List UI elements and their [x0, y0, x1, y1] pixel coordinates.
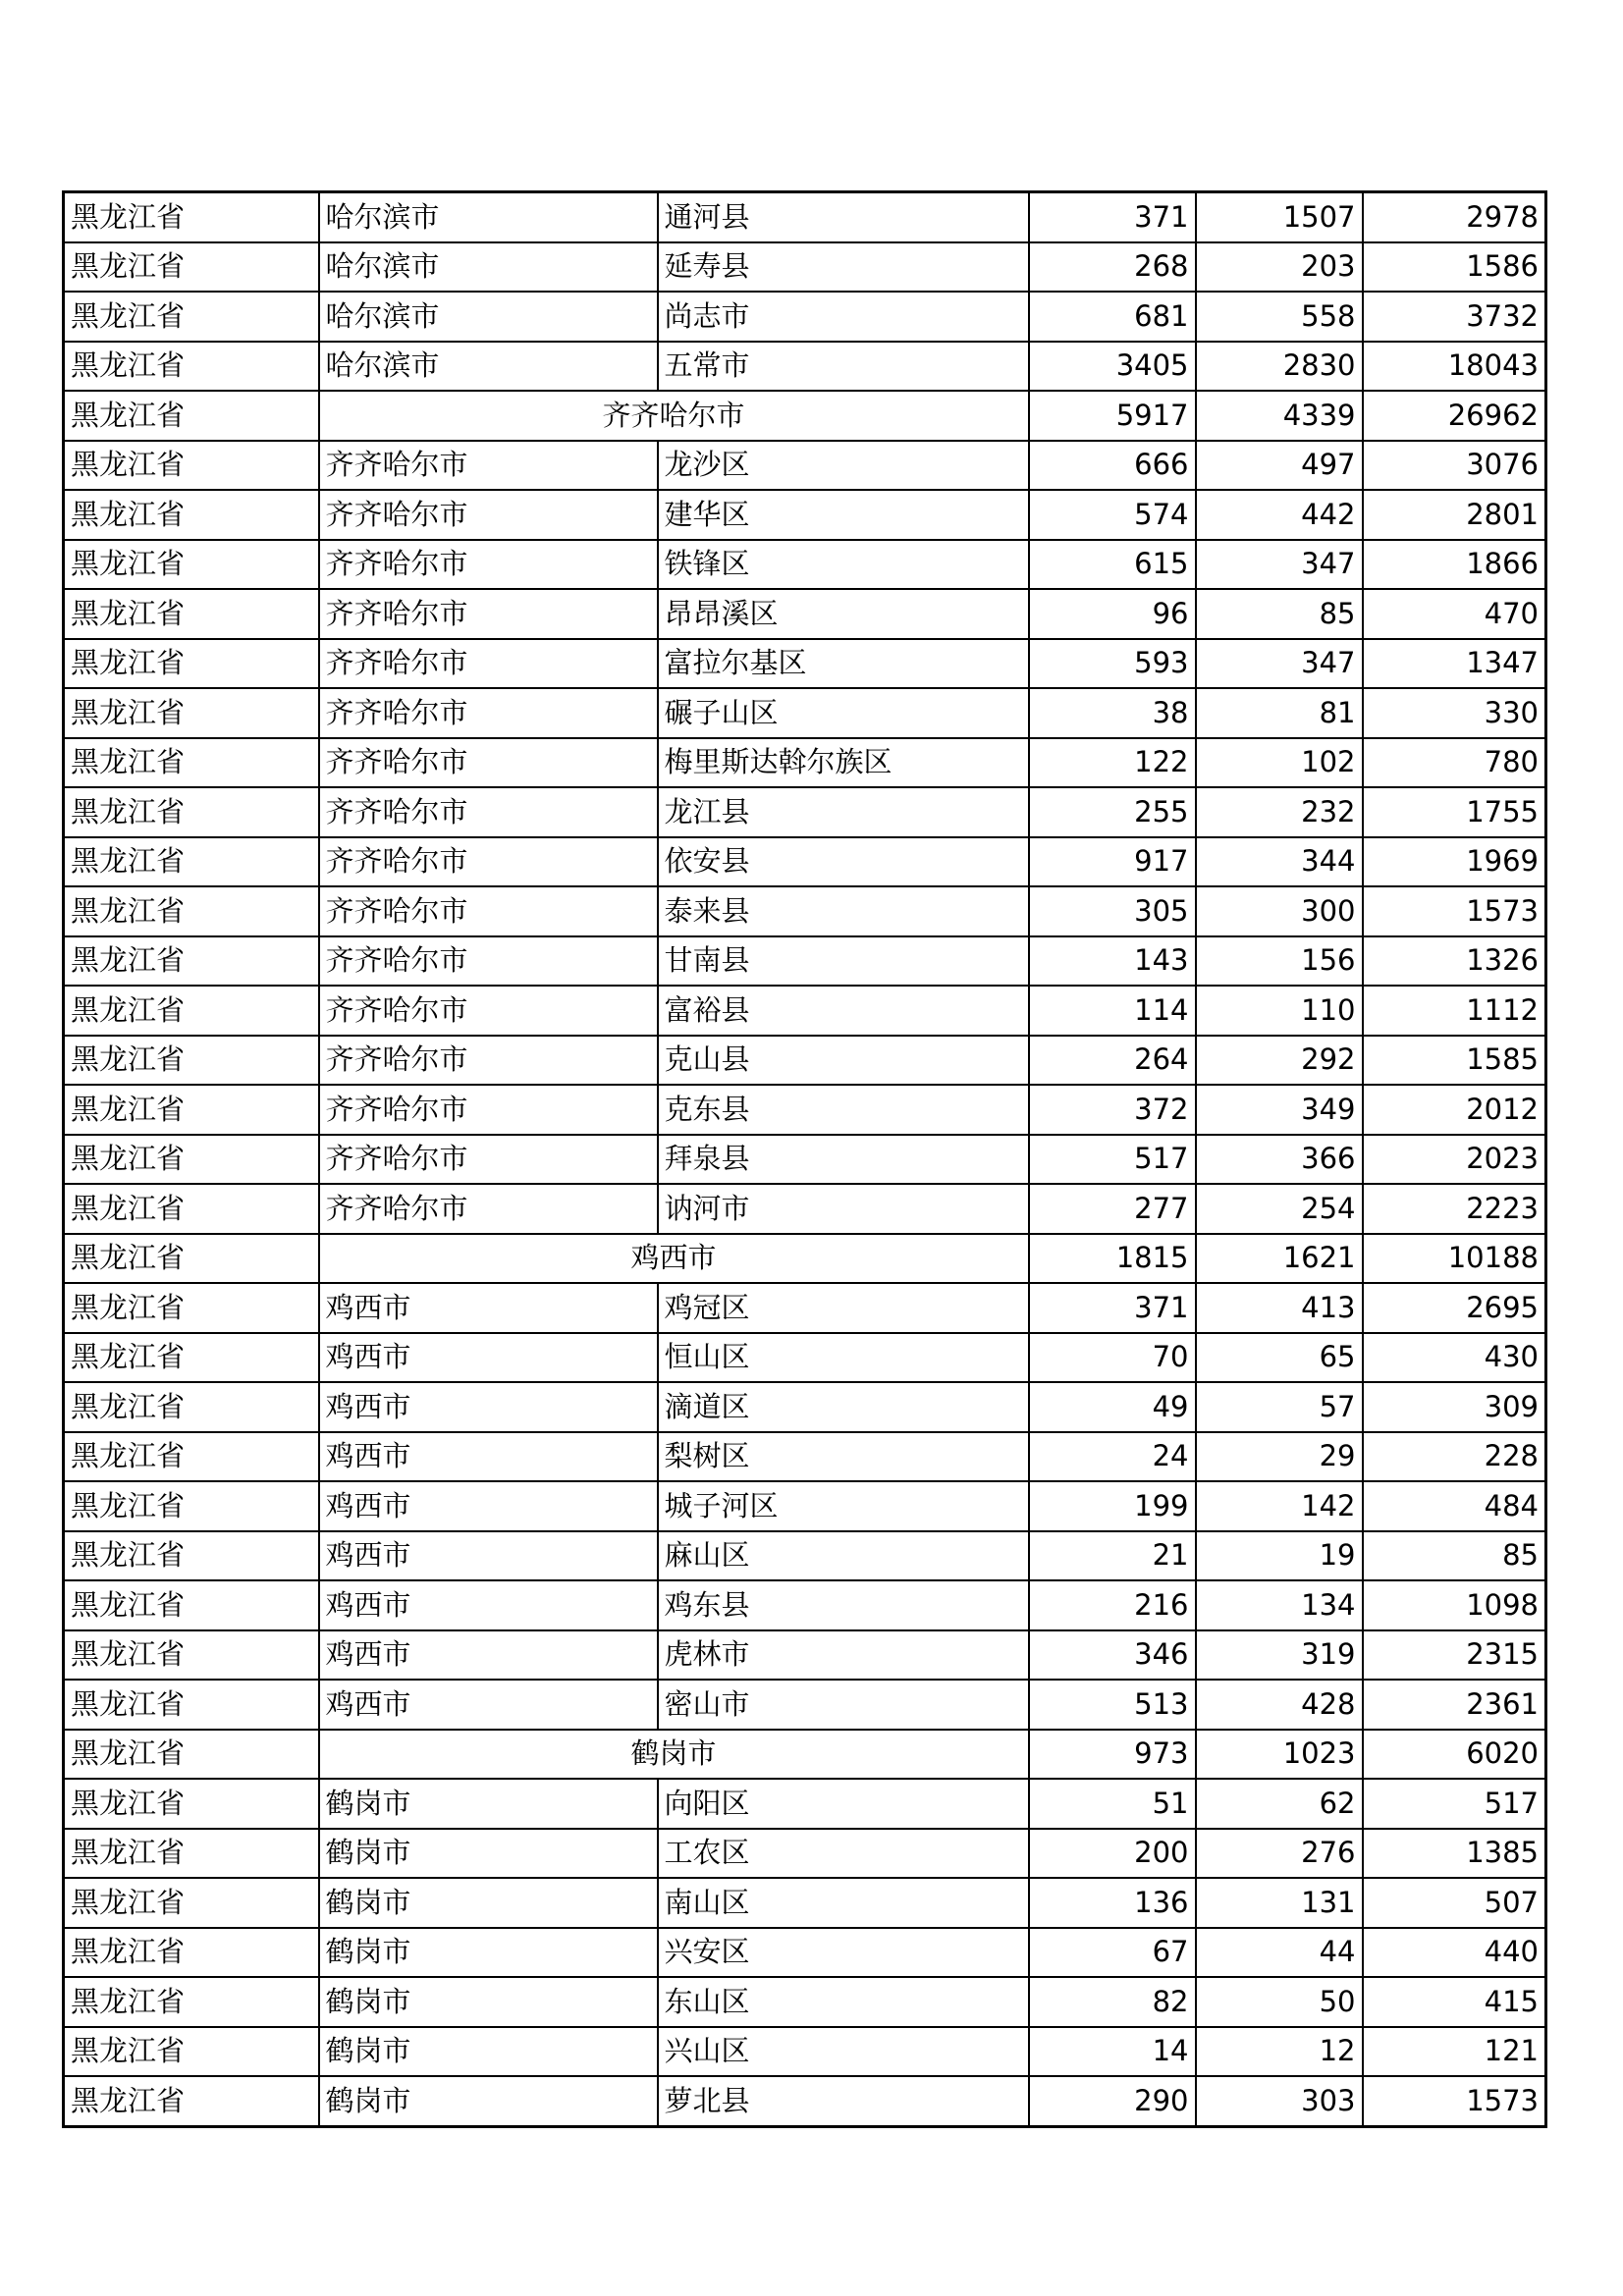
province-cell: 黑龙江省 [64, 1680, 319, 1730]
value-1-cell: 82 [1029, 1977, 1196, 2027]
city-cell: 齐齐哈尔市 [319, 1036, 658, 1086]
value-1-cell: 255 [1029, 787, 1196, 837]
province-cell: 黑龙江省 [64, 2076, 319, 2126]
province-cell: 黑龙江省 [64, 1630, 319, 1681]
province-cell: 黑龙江省 [64, 192, 319, 242]
city-cell: 鸡西市 [319, 1630, 658, 1681]
value-3-cell: 121 [1363, 2027, 1546, 2077]
city-cell: 鸡西市 [319, 1333, 658, 1383]
city-cell: 齐齐哈尔市 [319, 1135, 658, 1185]
table-row [64, 1630, 1546, 1681]
county-cell: 南山区 [658, 1878, 1029, 1928]
value-3-cell: 1098 [1363, 1580, 1546, 1630]
province-cell: 黑龙江省 [64, 1382, 319, 1432]
province-cell: 黑龙江省 [64, 1481, 319, 1531]
value-1-cell: 513 [1029, 1680, 1196, 1730]
table-row [64, 292, 1546, 342]
province-cell: 黑龙江省 [64, 391, 319, 441]
city-cell: 哈尔滨市 [319, 242, 658, 293]
table-row [64, 787, 1546, 837]
province-cell: 黑龙江省 [64, 342, 319, 392]
city-cell: 齐齐哈尔市 [319, 837, 658, 887]
table-row [64, 1878, 1546, 1928]
value-2-cell: 413 [1196, 1283, 1363, 1333]
value-2-cell: 62 [1196, 1779, 1363, 1829]
value-1-cell: 973 [1029, 1730, 1196, 1780]
city-subtotal-cell: 齐齐哈尔市 [319, 391, 1029, 441]
county-cell: 富裕县 [658, 986, 1029, 1036]
city-cell: 鹤岗市 [319, 1878, 658, 1928]
value-3-cell: 6020 [1363, 1730, 1546, 1780]
value-2-cell: 1621 [1196, 1234, 1363, 1284]
city-cell: 齐齐哈尔市 [319, 936, 658, 987]
province-cell: 黑龙江省 [64, 2027, 319, 2077]
province-cell: 黑龙江省 [64, 1135, 319, 1185]
table-row [64, 1432, 1546, 1482]
county-cell: 萝北县 [658, 2076, 1029, 2126]
table-row [64, 342, 1546, 392]
county-cell: 梨树区 [658, 1432, 1029, 1482]
table-row [64, 1382, 1546, 1432]
value-2-cell: 558 [1196, 292, 1363, 342]
province-cell: 黑龙江省 [64, 589, 319, 639]
value-3-cell: 309 [1363, 1382, 1546, 1432]
province-cell: 黑龙江省 [64, 837, 319, 887]
table-row [64, 242, 1546, 293]
city-cell: 哈尔滨市 [319, 342, 658, 392]
county-cell: 鸡东县 [658, 1580, 1029, 1630]
county-cell: 通河县 [658, 192, 1029, 242]
table-row [64, 589, 1546, 639]
city-cell: 齐齐哈尔市 [319, 490, 658, 540]
value-3-cell: 1586 [1363, 242, 1546, 293]
subtotal-row [64, 1730, 1546, 1780]
table-row [64, 986, 1546, 1036]
county-cell: 龙江县 [658, 787, 1029, 837]
province-cell: 黑龙江省 [64, 1779, 319, 1829]
value-2-cell: 4339 [1196, 391, 1363, 441]
province-cell: 黑龙江省 [64, 490, 319, 540]
province-cell: 黑龙江省 [64, 1730, 319, 1780]
table-row [64, 1481, 1546, 1531]
province-cell: 黑龙江省 [64, 1580, 319, 1630]
province-cell: 黑龙江省 [64, 738, 319, 788]
value-1-cell: 666 [1029, 441, 1196, 491]
table-row [64, 1680, 1546, 1730]
value-1-cell: 24 [1029, 1432, 1196, 1482]
value-2-cell: 134 [1196, 1580, 1363, 1630]
value-2-cell: 349 [1196, 1085, 1363, 1135]
value-1-cell: 917 [1029, 837, 1196, 887]
city-cell: 鹤岗市 [319, 1779, 658, 1829]
value-2-cell: 347 [1196, 639, 1363, 689]
county-cell: 铁锋区 [658, 540, 1029, 590]
county-cell: 恒山区 [658, 1333, 1029, 1383]
table-row [64, 738, 1546, 788]
value-2-cell: 85 [1196, 589, 1363, 639]
province-cell: 黑龙江省 [64, 540, 319, 590]
value-3-cell: 2801 [1363, 490, 1546, 540]
city-cell: 齐齐哈尔市 [319, 1085, 658, 1135]
value-1-cell: 346 [1029, 1630, 1196, 1681]
value-3-cell: 3076 [1363, 441, 1546, 491]
value-3-cell: 2315 [1363, 1630, 1546, 1681]
county-cell: 延寿县 [658, 242, 1029, 293]
county-cell: 克东县 [658, 1085, 1029, 1135]
subtotal-row [64, 1234, 1546, 1284]
value-2-cell: 1507 [1196, 192, 1363, 242]
table-row [64, 1333, 1546, 1383]
province-cell: 黑龙江省 [64, 1085, 319, 1135]
province-cell: 黑龙江省 [64, 1283, 319, 1333]
value-3-cell: 1755 [1363, 787, 1546, 837]
value-1-cell: 199 [1029, 1481, 1196, 1531]
province-cell: 黑龙江省 [64, 1829, 319, 1879]
value-1-cell: 264 [1029, 1036, 1196, 1086]
city-cell: 鸡西市 [319, 1432, 658, 1482]
province-cell: 黑龙江省 [64, 1036, 319, 1086]
city-cell: 齐齐哈尔市 [319, 787, 658, 837]
value-3-cell: 1866 [1363, 540, 1546, 590]
table-row [64, 540, 1546, 590]
value-3-cell: 26962 [1363, 391, 1546, 441]
city-cell: 鹤岗市 [319, 1829, 658, 1879]
value-1-cell: 371 [1029, 192, 1196, 242]
value-2-cell: 300 [1196, 886, 1363, 936]
value-3-cell: 3732 [1363, 292, 1546, 342]
city-cell: 齐齐哈尔市 [319, 441, 658, 491]
province-cell: 黑龙江省 [64, 1184, 319, 1234]
value-2-cell: 2830 [1196, 342, 1363, 392]
value-3-cell: 330 [1363, 688, 1546, 738]
province-cell: 黑龙江省 [64, 787, 319, 837]
value-2-cell: 303 [1196, 2076, 1363, 2126]
table-row [64, 490, 1546, 540]
value-1-cell: 574 [1029, 490, 1196, 540]
county-cell: 麻山区 [658, 1531, 1029, 1581]
city-cell: 鹤岗市 [319, 2027, 658, 2077]
table-row [64, 639, 1546, 689]
value-3-cell: 228 [1363, 1432, 1546, 1482]
county-cell: 兴山区 [658, 2027, 1029, 2077]
value-3-cell: 507 [1363, 1878, 1546, 1928]
table-row [64, 1036, 1546, 1086]
data-table [62, 190, 1547, 2128]
value-3-cell: 1385 [1363, 1829, 1546, 1879]
subtotal-row [64, 391, 1546, 441]
value-2-cell: 65 [1196, 1333, 1363, 1383]
province-cell: 黑龙江省 [64, 1531, 319, 1581]
value-1-cell: 49 [1029, 1382, 1196, 1432]
city-cell: 鸡西市 [319, 1382, 658, 1432]
county-cell: 向阳区 [658, 1779, 1029, 1829]
city-cell: 哈尔滨市 [319, 292, 658, 342]
value-2-cell: 110 [1196, 986, 1363, 1036]
table-row [64, 837, 1546, 887]
province-cell: 黑龙江省 [64, 936, 319, 987]
table-row [64, 1977, 1546, 2027]
value-1-cell: 277 [1029, 1184, 1196, 1234]
value-2-cell: 319 [1196, 1630, 1363, 1681]
city-cell: 齐齐哈尔市 [319, 589, 658, 639]
county-cell: 工农区 [658, 1829, 1029, 1879]
value-2-cell: 1023 [1196, 1730, 1363, 1780]
table-row [64, 936, 1546, 987]
province-cell: 黑龙江省 [64, 886, 319, 936]
table-row [64, 1531, 1546, 1581]
value-3-cell: 484 [1363, 1481, 1546, 1531]
value-2-cell: 366 [1196, 1135, 1363, 1185]
value-1-cell: 371 [1029, 1283, 1196, 1333]
county-cell: 五常市 [658, 342, 1029, 392]
value-2-cell: 131 [1196, 1878, 1363, 1928]
county-cell: 鸡冠区 [658, 1283, 1029, 1333]
value-2-cell: 276 [1196, 1829, 1363, 1879]
value-3-cell: 1969 [1363, 837, 1546, 887]
county-cell: 讷河市 [658, 1184, 1029, 1234]
city-cell: 鹤岗市 [319, 1928, 658, 1978]
value-2-cell: 57 [1196, 1382, 1363, 1432]
county-cell: 克山县 [658, 1036, 1029, 1086]
value-3-cell: 2223 [1363, 1184, 1546, 1234]
value-3-cell: 1347 [1363, 639, 1546, 689]
value-2-cell: 29 [1196, 1432, 1363, 1482]
province-cell: 黑龙江省 [64, 1234, 319, 1284]
value-2-cell: 497 [1196, 441, 1363, 491]
value-3-cell: 85 [1363, 1531, 1546, 1581]
table-row [64, 1928, 1546, 1978]
province-cell: 黑龙江省 [64, 1333, 319, 1383]
value-2-cell: 44 [1196, 1928, 1363, 1978]
county-cell: 密山市 [658, 1680, 1029, 1730]
county-cell: 虎林市 [658, 1630, 1029, 1681]
city-cell: 鸡西市 [319, 1531, 658, 1581]
city-cell: 鸡西市 [319, 1680, 658, 1730]
value-1-cell: 216 [1029, 1580, 1196, 1630]
value-2-cell: 292 [1196, 1036, 1363, 1086]
value-1-cell: 517 [1029, 1135, 1196, 1185]
table-row [64, 886, 1546, 936]
value-1-cell: 305 [1029, 886, 1196, 936]
province-cell: 黑龙江省 [64, 1432, 319, 1482]
value-2-cell: 347 [1196, 540, 1363, 590]
value-1-cell: 593 [1029, 639, 1196, 689]
table-row [64, 1135, 1546, 1185]
value-1-cell: 96 [1029, 589, 1196, 639]
value-3-cell: 1573 [1363, 886, 1546, 936]
table-row [64, 2027, 1546, 2077]
value-1-cell: 21 [1029, 1531, 1196, 1581]
county-cell: 泰来县 [658, 886, 1029, 936]
value-2-cell: 344 [1196, 837, 1363, 887]
value-3-cell: 10188 [1363, 1234, 1546, 1284]
value-1-cell: 681 [1029, 292, 1196, 342]
value-1-cell: 372 [1029, 1085, 1196, 1135]
value-1-cell: 268 [1029, 242, 1196, 293]
value-3-cell: 2695 [1363, 1283, 1546, 1333]
value-3-cell: 440 [1363, 1928, 1546, 1978]
county-cell: 兴安区 [658, 1928, 1029, 1978]
value-3-cell: 1112 [1363, 986, 1546, 1036]
county-cell: 滴道区 [658, 1382, 1029, 1432]
value-1-cell: 143 [1029, 936, 1196, 987]
value-1-cell: 114 [1029, 986, 1196, 1036]
value-3-cell: 18043 [1363, 342, 1546, 392]
value-2-cell: 156 [1196, 936, 1363, 987]
value-1-cell: 200 [1029, 1829, 1196, 1879]
value-3-cell: 1326 [1363, 936, 1546, 987]
value-2-cell: 81 [1196, 688, 1363, 738]
table-body [64, 192, 1546, 2127]
value-3-cell: 2978 [1363, 192, 1546, 242]
table-row [64, 1085, 1546, 1135]
city-cell: 鸡西市 [319, 1481, 658, 1531]
province-cell: 黑龙江省 [64, 1878, 319, 1928]
province-cell: 黑龙江省 [64, 986, 319, 1036]
table-row [64, 1779, 1546, 1829]
value-3-cell: 517 [1363, 1779, 1546, 1829]
city-cell: 齐齐哈尔市 [319, 886, 658, 936]
value-2-cell: 428 [1196, 1680, 1363, 1730]
table-row [64, 1184, 1546, 1234]
county-cell: 城子河区 [658, 1481, 1029, 1531]
value-3-cell: 415 [1363, 1977, 1546, 2027]
value-1-cell: 67 [1029, 1928, 1196, 1978]
county-cell: 东山区 [658, 1977, 1029, 2027]
table-row [64, 441, 1546, 491]
city-cell: 鸡西市 [319, 1580, 658, 1630]
city-cell: 齐齐哈尔市 [319, 986, 658, 1036]
value-1-cell: 1815 [1029, 1234, 1196, 1284]
province-cell: 黑龙江省 [64, 1928, 319, 1978]
value-3-cell: 2361 [1363, 1680, 1546, 1730]
city-cell: 鹤岗市 [319, 1977, 658, 2027]
value-1-cell: 38 [1029, 688, 1196, 738]
city-cell: 鸡西市 [319, 1283, 658, 1333]
value-3-cell: 1585 [1363, 1036, 1546, 1086]
value-1-cell: 290 [1029, 2076, 1196, 2126]
value-2-cell: 254 [1196, 1184, 1363, 1234]
value-1-cell: 122 [1029, 738, 1196, 788]
table-row [64, 1283, 1546, 1333]
value-2-cell: 50 [1196, 1977, 1363, 2027]
city-cell: 齐齐哈尔市 [319, 738, 658, 788]
city-cell: 鹤岗市 [319, 2076, 658, 2126]
value-1-cell: 615 [1029, 540, 1196, 590]
value-3-cell: 430 [1363, 1333, 1546, 1383]
value-3-cell: 780 [1363, 738, 1546, 788]
value-1-cell: 51 [1029, 1779, 1196, 1829]
table-row [64, 2076, 1546, 2126]
value-3-cell: 1573 [1363, 2076, 1546, 2126]
county-cell: 建华区 [658, 490, 1029, 540]
value-2-cell: 203 [1196, 242, 1363, 293]
value-2-cell: 12 [1196, 2027, 1363, 2077]
table-row [64, 688, 1546, 738]
value-3-cell: 2012 [1363, 1085, 1546, 1135]
county-cell: 依安县 [658, 837, 1029, 887]
city-cell: 齐齐哈尔市 [319, 639, 658, 689]
city-subtotal-cell: 鹤岗市 [319, 1730, 1029, 1780]
value-2-cell: 19 [1196, 1531, 1363, 1581]
value-1-cell: 70 [1029, 1333, 1196, 1383]
value-2-cell: 232 [1196, 787, 1363, 837]
value-1-cell: 14 [1029, 2027, 1196, 2077]
city-cell: 齐齐哈尔市 [319, 688, 658, 738]
province-cell: 黑龙江省 [64, 1977, 319, 2027]
value-1-cell: 136 [1029, 1878, 1196, 1928]
county-cell: 富拉尔基区 [658, 639, 1029, 689]
province-cell: 黑龙江省 [64, 441, 319, 491]
county-cell: 梅里斯达斡尔族区 [658, 738, 1029, 788]
value-3-cell: 2023 [1363, 1135, 1546, 1185]
province-cell: 黑龙江省 [64, 242, 319, 293]
county-cell: 龙沙区 [658, 441, 1029, 491]
value-2-cell: 142 [1196, 1481, 1363, 1531]
province-cell: 黑龙江省 [64, 688, 319, 738]
city-cell: 哈尔滨市 [319, 192, 658, 242]
county-cell: 昂昂溪区 [658, 589, 1029, 639]
value-1-cell: 5917 [1029, 391, 1196, 441]
province-cell: 黑龙江省 [64, 639, 319, 689]
value-2-cell: 102 [1196, 738, 1363, 788]
table-row [64, 192, 1546, 242]
value-2-cell: 442 [1196, 490, 1363, 540]
city-subtotal-cell: 鸡西市 [319, 1234, 1029, 1284]
value-1-cell: 3405 [1029, 342, 1196, 392]
table-row [64, 1580, 1546, 1630]
table-row [64, 1829, 1546, 1879]
county-cell: 碾子山区 [658, 688, 1029, 738]
county-cell: 尚志市 [658, 292, 1029, 342]
value-3-cell: 470 [1363, 589, 1546, 639]
city-cell: 齐齐哈尔市 [319, 1184, 658, 1234]
county-cell: 甘南县 [658, 936, 1029, 987]
province-cell: 黑龙江省 [64, 292, 319, 342]
county-cell: 拜泉县 [658, 1135, 1029, 1185]
city-cell: 齐齐哈尔市 [319, 540, 658, 590]
